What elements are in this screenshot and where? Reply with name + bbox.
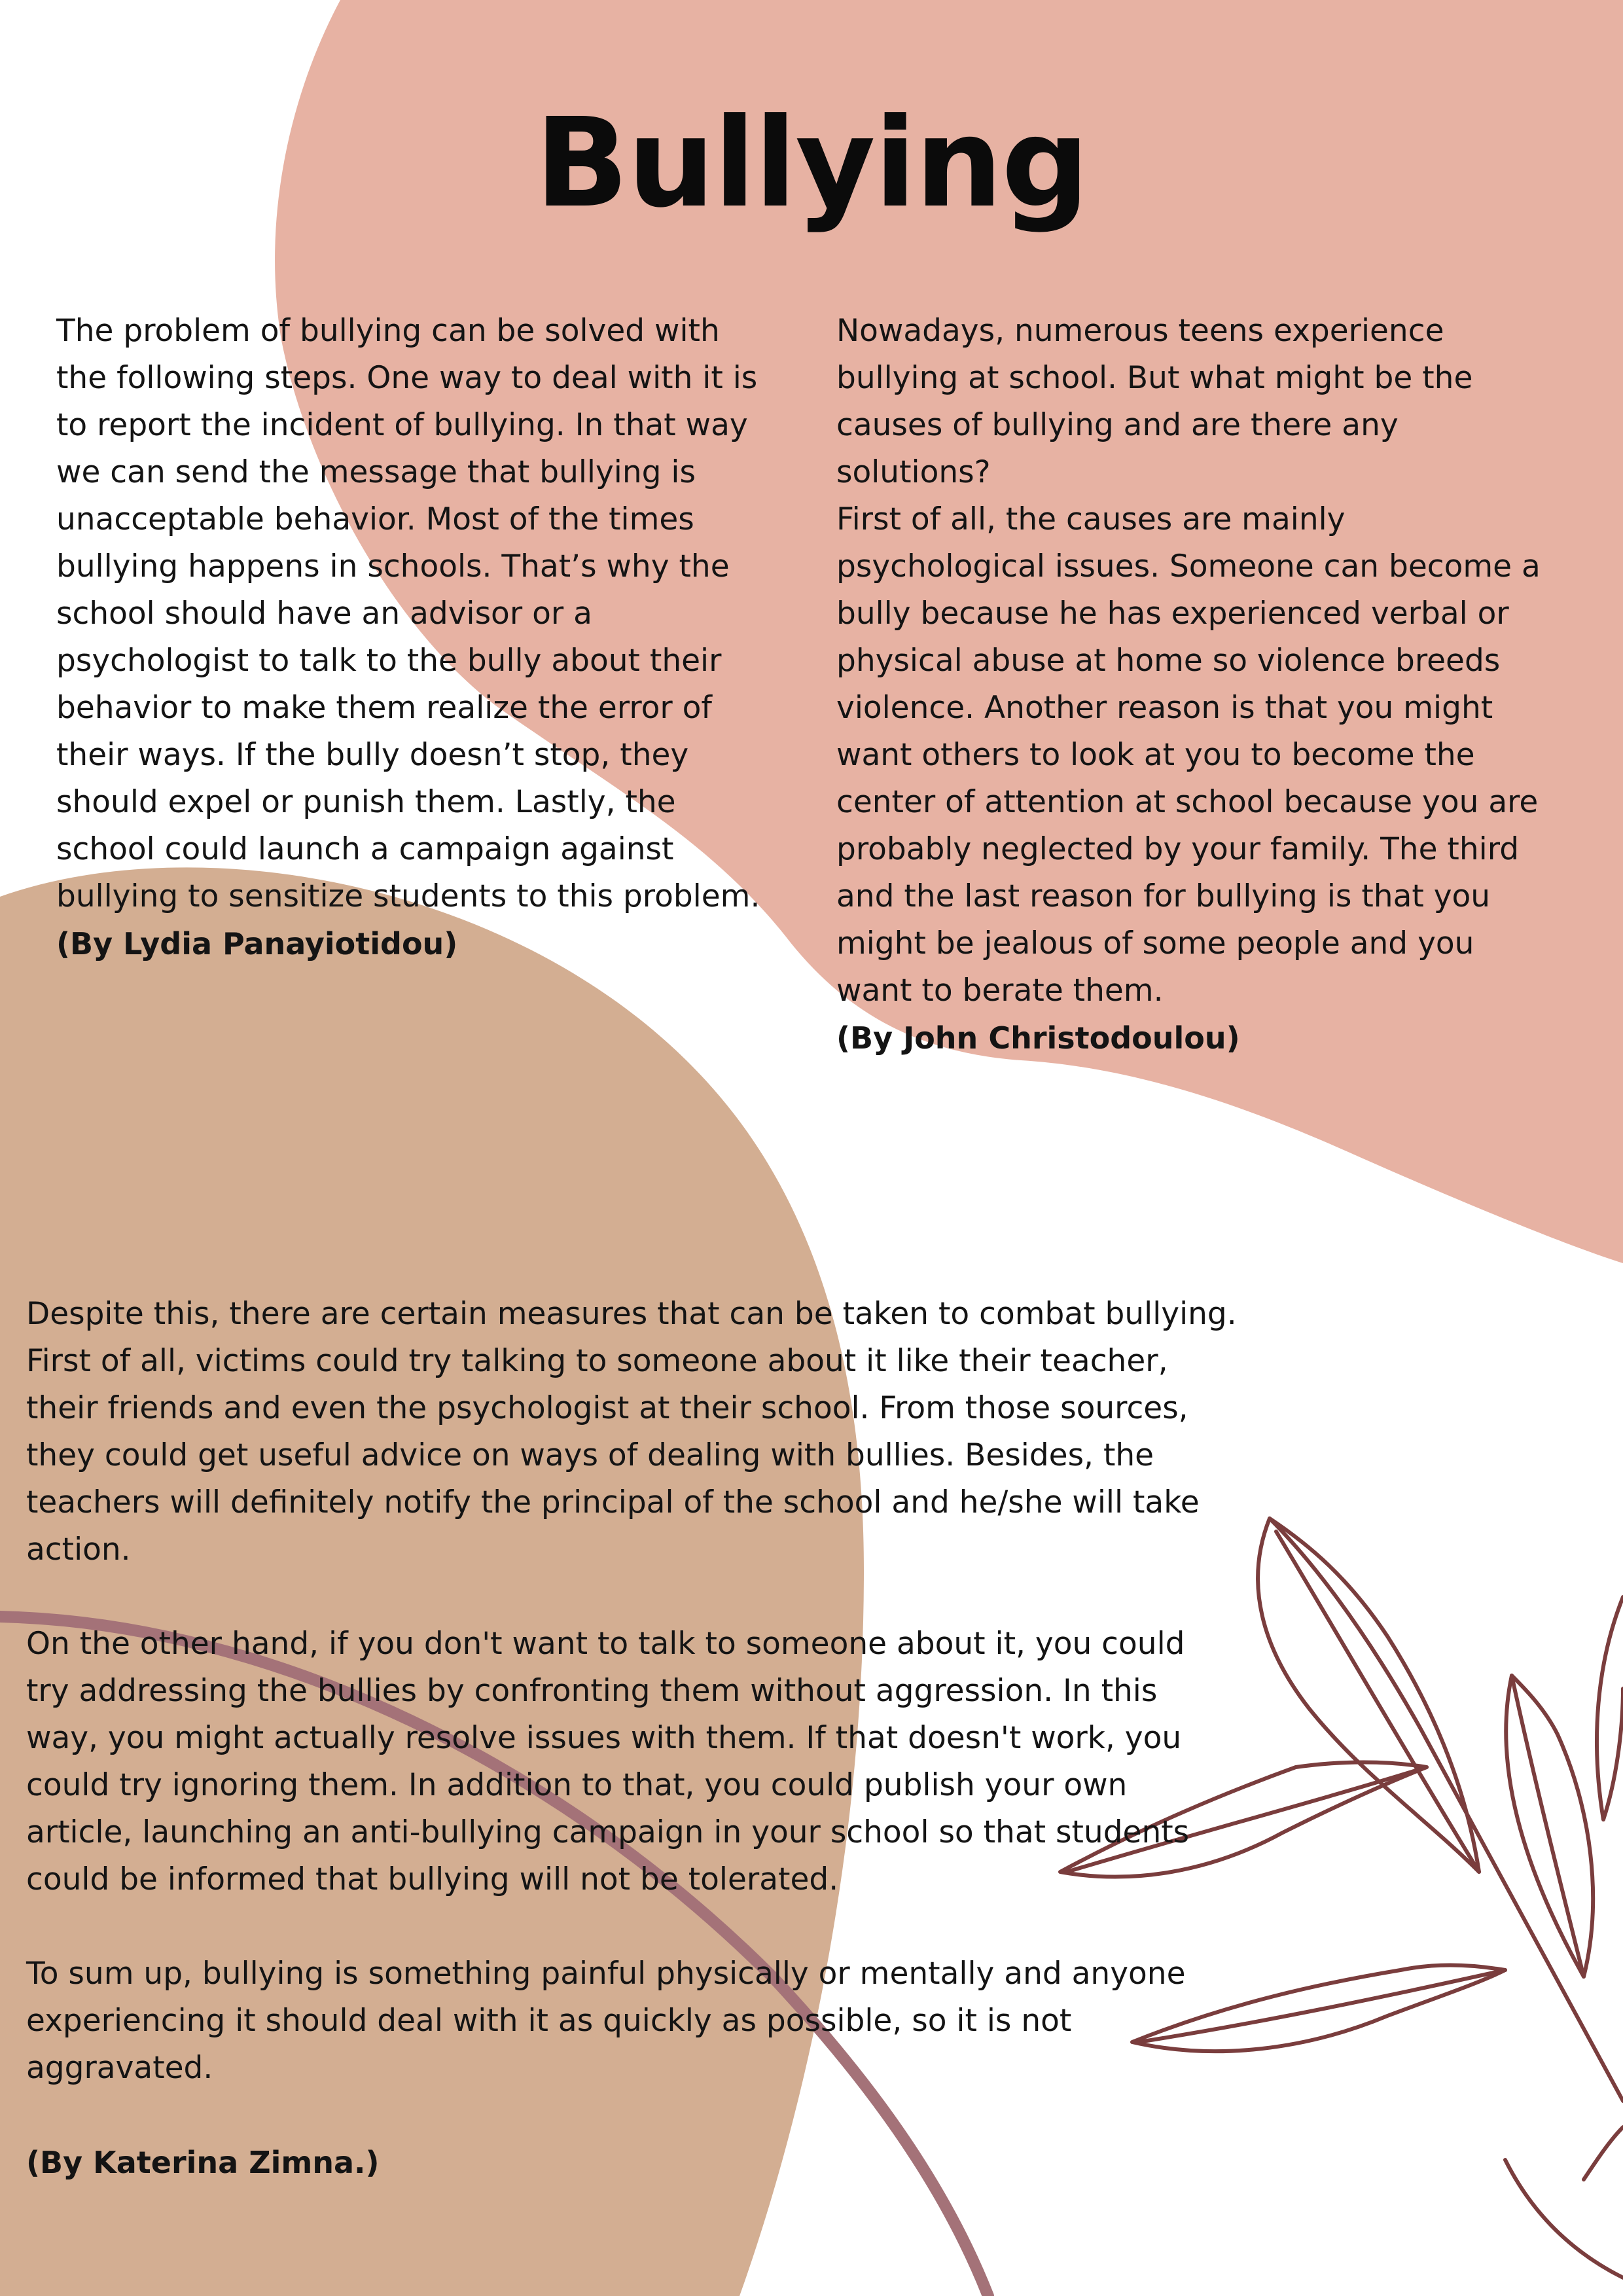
left-column-author: (By Lydia Panayiotidou) (56, 926, 458, 961)
bottom-author: (By Katerina Zimna.) (26, 2145, 380, 2180)
page-title: Bullying (535, 92, 1088, 235)
bottom-paragraph-3: To sum up, bullying is something painful physically or mentally and anyone experiencing it should deal with it as quickly as possible, so it is not aggravated. (26, 1956, 1186, 2086)
left-column-article (56, 308, 829, 967)
right-column-article (836, 308, 1609, 1062)
right-column-body: Nowadays, numerous teens experience bullying at school. But what might be the causes of bullying and are there any solutions? First of all, the causes are mainly psychological issues. Someone can become a bully because he has experienced verbal or physical abuse at home so violence breeds violence. Another reason is that you might want others to look at you to become the center of attention at school because you are probably neglected by your family. The third and the last reason for bullying is that you might be jealous of some people and you want to berate them. (836, 313, 1541, 1009)
bottom-article (26, 1291, 1335, 2186)
bottom-paragraph-1: Despite this, there are certain measures that can be taken to combat bullying. First of all, victims could try talking to someone about it like their teacher, their friends and even the psychologist at their school. From those sources, they could get useful advice on ways of dealing with bullies. Besides, the teachers will definitely notify the principal of the school and he/she will take action. (26, 1296, 1237, 1568)
right-column-author: (By John Christodoulou) (836, 1020, 1240, 1056)
bottom-paragraph-2: On the other hand, if you don't want to talk to someone about it, you could try addressing the bullies by confronting them without aggression. In this way, you might actually resolve issues with them. If that doesn't work, you could try ignoring them. In addition to that, you could publish your own article, launching an anti-bullying campaign in your school so that students could be informed that bullying will not be tolerated. (26, 1626, 1190, 1897)
left-column-body: The problem of bullying can be solved with the following steps. One way to deal with it is to report the incident of bullying. In that way we can send the message that bullying is unacceptable behavior. Most of the times bullying happens in schools. That’s why the school should have an advisor or a psychologist to talk to the bully about their behavior to make them realize the error of their ways. If the bully doesn’t stop, they should expel or punish them. Lastly, the school could launch a campaign against bullying to sensitize students to this problem. (56, 313, 760, 914)
